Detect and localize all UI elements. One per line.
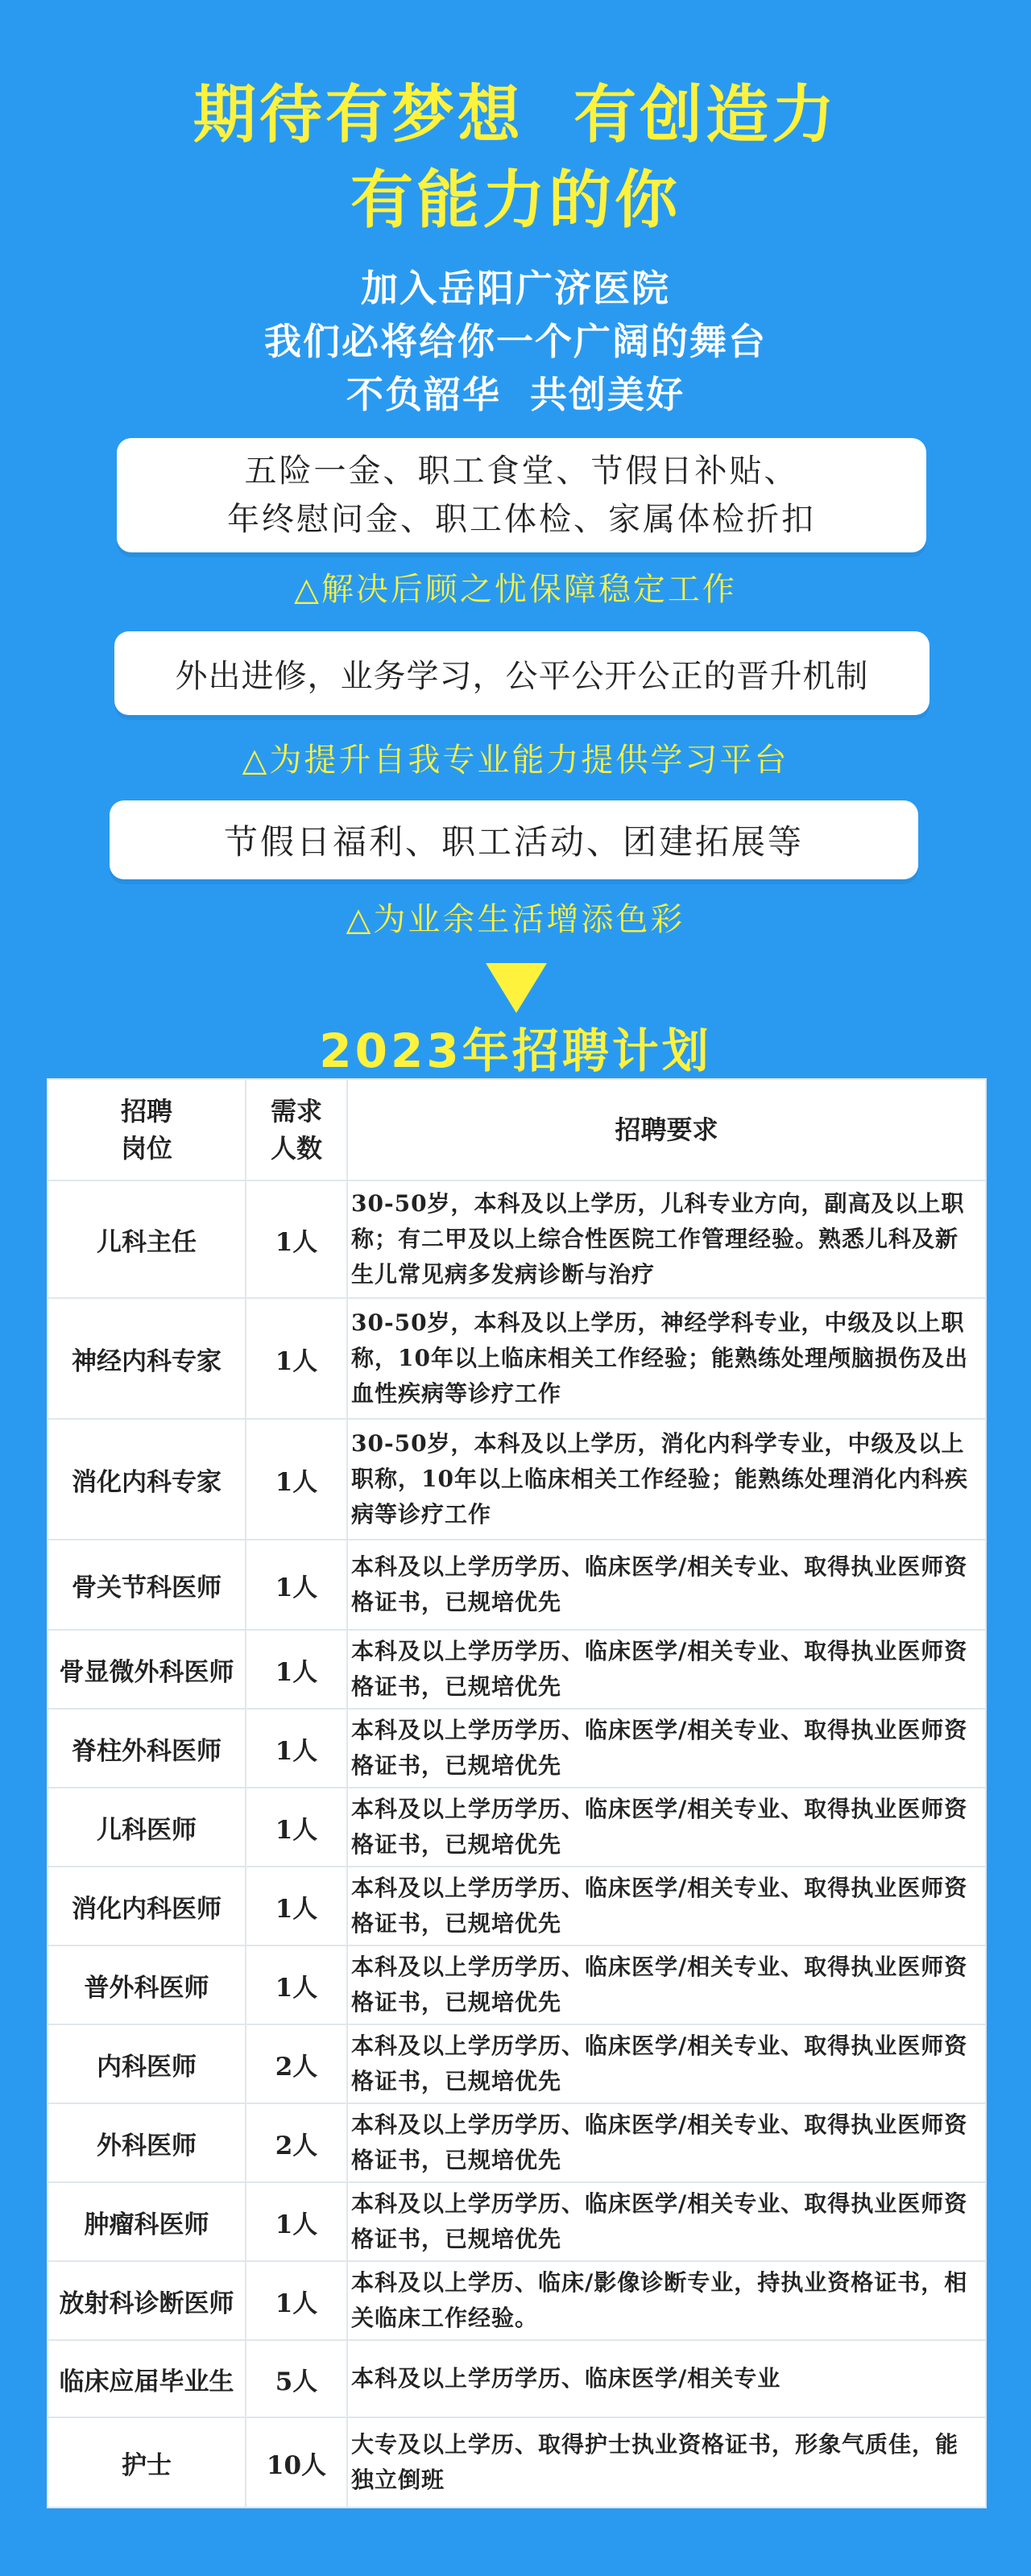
table-row bbox=[48, 1630, 986, 1709]
count-cell: 1人 bbox=[246, 1630, 347, 1709]
count-cell: 1人 bbox=[246, 1180, 347, 1298]
requirement-cell: 本科及以上学历学历、临床医学/相关专业 bbox=[347, 2340, 986, 2417]
benefit-tagline-leisure: △为业余生活增添色彩 bbox=[346, 901, 685, 938]
requirement-cell: 本科及以上学历、临床/影像诊断专业，持执业资格证书，相关临床工作经验。 bbox=[347, 2261, 986, 2340]
table-row bbox=[48, 1788, 986, 1867]
headline-line-1: 期待有梦想 有创造力 bbox=[193, 79, 838, 151]
table-row bbox=[48, 1540, 986, 1630]
position-cell: 骨显微外科医师 bbox=[48, 1630, 246, 1709]
count-cell: 10人 bbox=[246, 2417, 347, 2508]
requirement-cell: 本科及以上学历学历、临床医学/相关专业、取得执业医师资格证书，已规培优先 bbox=[347, 1788, 986, 1867]
table-row bbox=[48, 1867, 986, 1945]
requirement-cell: 本科及以上学历学历、临床医学/相关专业、取得执业医师资格证书，已规培优先 bbox=[347, 1630, 986, 1709]
position-cell: 护士 bbox=[48, 2417, 246, 2508]
table-row bbox=[48, 1298, 986, 1419]
table-row bbox=[48, 1419, 986, 1540]
position-cell: 儿科医师 bbox=[48, 1788, 246, 1867]
requirement-cell: 本科及以上学历学历、临床医学/相关专业、取得执业医师资格证书，已规培优先 bbox=[347, 1945, 986, 2024]
count-cell: 1人 bbox=[246, 2261, 347, 2340]
count-cell: 1人 bbox=[246, 1867, 347, 1945]
requirement-cell: 本科及以上学历学历、临床医学/相关专业、取得执业医师资格证书，已规培优先 bbox=[347, 1867, 986, 1945]
position-cell: 神经内科专家 bbox=[48, 1298, 246, 1419]
requirement-cell: 本科及以上学历学历、临床医学/相关专业、取得执业医师资格证书，已规培优先 bbox=[347, 2182, 986, 2261]
benefit-tagline-security: △解决后顾之忧保障稳定工作 bbox=[294, 571, 737, 608]
header-position-line: 岗位 bbox=[120, 1133, 172, 1164]
table-header-row bbox=[48, 1079, 986, 1180]
requirement-cell: 本科及以上学历学历、临床医学/相关专业、取得执业医师资格证书，已规培优先 bbox=[347, 1540, 986, 1630]
requirement-cell: 30-50岁，本科及以上学历，神经学科专业，中级及以上职称，10年以上临床相关工作经验；能熟练处理颅脑损伤及出血性疾病等诊疗工作 bbox=[347, 1298, 986, 1419]
benefit-card-line: 年终慰问金、职工体检、家属体检折扣 bbox=[227, 501, 816, 538]
position-cell: 消化内科专家 bbox=[48, 1419, 246, 1540]
subheading-slogan: 不负韶华 共创美好 bbox=[346, 373, 685, 416]
benefit-card-training bbox=[114, 631, 930, 715]
position-cell: 骨关节科医师 bbox=[48, 1540, 246, 1630]
count-cell: 2人 bbox=[246, 2024, 347, 2103]
position-cell: 脊柱外科医师 bbox=[48, 1709, 246, 1788]
requirement-cell: 本科及以上学历学历、临床医学/相关专业、取得执业医师资格证书，已规培优先 bbox=[347, 2103, 986, 2182]
table-row bbox=[48, 2417, 986, 2508]
header-position bbox=[48, 1079, 246, 1180]
position-cell: 内科医师 bbox=[48, 2024, 246, 2103]
count-cell: 1人 bbox=[246, 1945, 347, 2024]
recruitment-plan-title: 2023年招聘计划 bbox=[319, 1023, 712, 1078]
count-cell: 1人 bbox=[246, 2182, 347, 2261]
benefit-card-activities bbox=[110, 800, 918, 879]
count-cell: 5人 bbox=[246, 2340, 347, 2417]
table-row bbox=[48, 1180, 986, 1298]
table-row bbox=[48, 2182, 986, 2261]
benefit-tagline-learning: △为提升自我专业能力提供学习平台 bbox=[242, 742, 789, 779]
position-cell: 外科医师 bbox=[48, 2103, 246, 2182]
triangle-down-icon bbox=[486, 963, 547, 1013]
header-count-line: 人数 bbox=[270, 1133, 322, 1164]
header-count-line: 需求 bbox=[270, 1096, 322, 1127]
table-row bbox=[48, 2103, 986, 2182]
requirement-cell: 本科及以上学历学历、临床医学/相关专业、取得执业医师资格证书，已规培优先 bbox=[347, 2024, 986, 2103]
count-cell: 2人 bbox=[246, 2103, 347, 2182]
subheading-stage: 我们必将给你一个广阔的舞台 bbox=[264, 320, 767, 363]
count-cell: 1人 bbox=[246, 1298, 347, 1419]
count-cell: 1人 bbox=[246, 1419, 347, 1540]
header-position-line: 招聘 bbox=[120, 1096, 172, 1127]
table-row bbox=[48, 1945, 986, 2024]
recruitment-table bbox=[47, 1078, 987, 2508]
requirement-cell: 30-50岁，本科及以上学历，消化内科学专业，中级及以上职称，10年以上临床相关工作经验；能熟练处理消化内科疾病等诊疗工作 bbox=[347, 1419, 986, 1540]
table-row bbox=[48, 1709, 986, 1788]
requirement-cell: 大专及以上学历、取得护士执业资格证书，形象气质佳，能独立倒班 bbox=[347, 2417, 986, 2508]
subheading-hospital: 加入岳阳广济医院 bbox=[361, 267, 670, 310]
position-cell: 消化内科医师 bbox=[48, 1867, 246, 1945]
header-requirement: 招聘要求 bbox=[347, 1079, 986, 1180]
header-count bbox=[246, 1079, 347, 1180]
position-cell: 放射科诊断医师 bbox=[48, 2261, 246, 2340]
count-cell: 1人 bbox=[246, 1788, 347, 1867]
benefit-card-line: 节假日福利、职工活动、团建拓展等 bbox=[223, 822, 804, 862]
position-cell: 肿瘤科医师 bbox=[48, 2182, 246, 2261]
requirement-cell: 30-50岁，本科及以上学历，儿科专业方向，副高及以上职称；有二甲及以上综合性医院工作管理经验。熟悉儿科及新生儿常见病多发病诊断与治疗 bbox=[347, 1180, 986, 1298]
position-cell: 儿科主任 bbox=[48, 1180, 246, 1298]
benefit-card-line: 五险一金、职工食堂、节假日补贴、 bbox=[244, 453, 799, 490]
table-row bbox=[48, 2024, 986, 2103]
table-row bbox=[48, 2340, 986, 2417]
headline-line-2: 有能力的你 bbox=[350, 164, 681, 237]
count-cell: 1人 bbox=[246, 1540, 347, 1630]
requirement-cell: 本科及以上学历学历、临床医学/相关专业、取得执业医师资格证书，已规培优先 bbox=[347, 1709, 986, 1788]
benefit-card-insurance bbox=[117, 438, 926, 552]
position-cell: 临床应届毕业生 bbox=[48, 2340, 246, 2417]
table-row bbox=[48, 2261, 986, 2340]
benefit-card-line: 外出进修，业务学习，公平公开公正的晋升机制 bbox=[175, 657, 869, 695]
position-cell: 普外科医师 bbox=[48, 1945, 246, 2024]
count-cell: 1人 bbox=[246, 1709, 347, 1788]
